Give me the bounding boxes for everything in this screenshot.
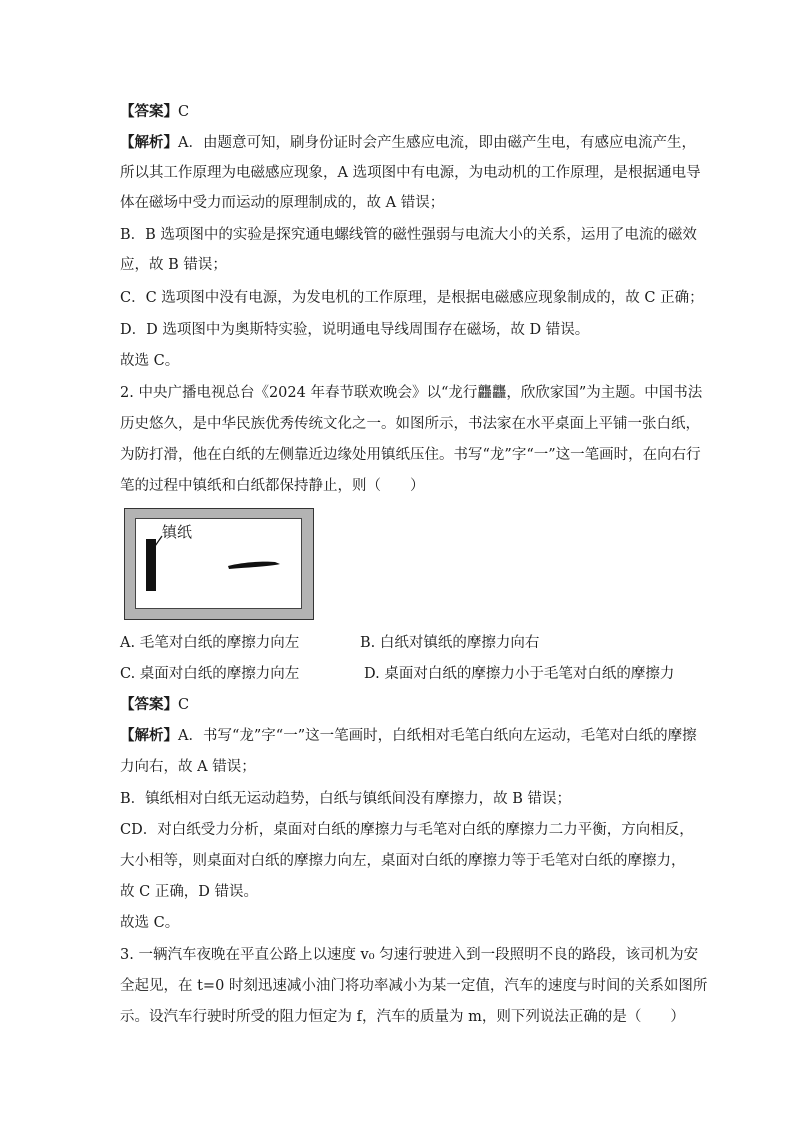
q2-analysis-line-1: 力向右，故 A 错误； [120,759,256,775]
calligraphy-figure [124,508,314,620]
q2-stem-line-0: 2. 中央广播电视总台《2024 年春节联欢晚会》以“龙行龘龘，欣欣家国”为主题。中国书法 [120,385,703,401]
analysis-tag: 【解析】 [120,134,178,151]
analysis-tag: 【解析】 [120,727,178,744]
q3-stem-line-1: 全起见，在 t=0 时刻迅速减小油门将功率减小为某一定值，汽车的速度与时间的关系如图所 [120,978,708,994]
q1-analysis-line-4: 应，故 B 错误； [120,257,227,273]
answer-tag: 【答案】 [120,103,178,120]
q1-analysis-line-0: 【解析】A．由题意可知，刷身份证时会产生感应电流，即由磁产生电，有感应电流产生， [120,134,696,151]
option-b: B. 白纸对镇纸的摩擦力向右 [360,635,540,651]
q1-analysis-line-2: 体在磁场中受力而运动的原理制成的，故 A 错误； [120,195,445,211]
figure-drawing [125,509,315,621]
brush-stroke-yi [228,562,280,569]
q2-analysis-line-5: 故 C 正确，D 错误。 [120,884,259,900]
q2-analysis-line-0: 【解析】A．书写“龙”字“一”这一笔画时，白纸相对毛笔白纸向左运动，毛笔对白纸的摩擦 [120,727,697,744]
option-c: C. 桌面对白纸的摩擦力向左 [120,666,300,682]
label-pointer-line [153,536,162,549]
q1-analysis-line-5: C．C 选项图中没有电源，为发电机的工作原理，是根据电磁感应现象制成的，故 C 正确； [120,290,704,306]
q1-conclusion: 故选 C。 [120,353,180,369]
q2-analysis-line-3: CD．对白纸受力分析，桌面对白纸的摩擦力与毛笔对白纸的摩擦力二力平衡，方向相反， [120,822,694,838]
q1-analysis-line-3: B．B 选项图中的实验是探究通电螺线管的磁性强弱与电流大小的关系，运用了电流的磁效 [120,227,697,243]
q2-stem-line-2: 为防打滑，他在白纸的左侧靠近边缘处用镇纸压住。书写“龙”字“一”这一笔画时，在向右行 [120,447,701,463]
answer-value: C [178,104,190,120]
q2-stem-line-1: 历史悠久，是中华民族优秀传统文化之一。如图所示，书法家在水平桌面上平铺一张白纸， [120,416,700,432]
q2-answer-line [120,695,680,715]
q3-stem-line-0: 3. 一辆汽车夜晚在平直公路上以速度 v₀ 匀速行驶进入到一段照明不良的路段，该司机为安 [120,947,699,963]
q2-analysis-line-4: 大小相等，则桌面对白纸的摩擦力向左，桌面对白纸的摩擦力等于毛笔对白纸的摩擦力， [120,853,686,869]
option-d: D. 桌面对白纸的摩擦力小于毛笔对白纸的摩擦力 [364,666,675,682]
q2-stem-line-3: 笔的过程中镇纸和白纸都保持静止，则（ ） [120,478,425,494]
q2-conclusion: 故选 C。 [120,915,180,931]
answer-tag: 【答案】 [120,696,178,713]
q1-analysis-line-1: 所以其工作原理为电磁感应现象，A 选项图中有电源，为电动机的工作原理，是根据通电导 [120,165,701,181]
paperweight-label: 镇纸 [162,523,193,541]
q1-analysis-line-6: D．D 选项图中为奥斯特实验，说明通电导线周围存在磁场，故 D 错误。 [120,322,590,338]
option-a: A. 毛笔对白纸的摩擦力向左 [120,635,300,651]
q3-stem-line-2: 示。设汽车行驶时所受的阻力恒定为 f，汽车的质量为 m，则下列说法正确的是（ ） [120,1009,685,1025]
q2-analysis-line-2: B．镇纸相对白纸无运动趋势，白纸与镇纸间没有摩擦力，故 B 错误； [120,791,572,807]
answer-value: C [178,697,190,713]
q1-answer-line [120,102,680,122]
